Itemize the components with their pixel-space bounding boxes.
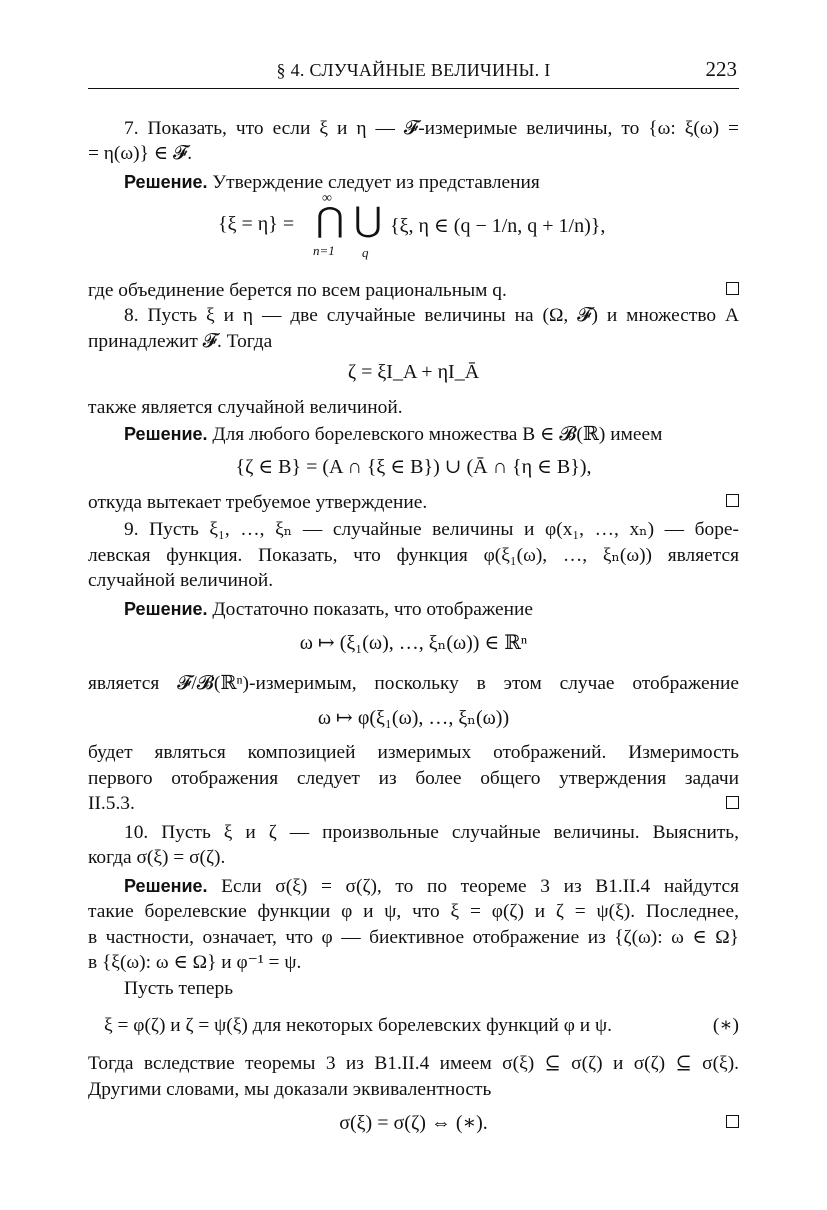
problem-9-line-2: левская функция. Показать, что функция φ(ξ₁(ω), …, ξₙ(ω)) является [88, 545, 739, 566]
solution-9-line-5: II.5.3. [88, 793, 135, 814]
qed-square-icon [726, 282, 739, 295]
qed-square-icon [726, 1115, 739, 1128]
eq-union-union: ⋃ [354, 202, 382, 239]
eq-union-q: q [362, 245, 369, 260]
solution-label: Решение. [124, 599, 208, 619]
solution-8-text: Для любого борелевского множества B ∈ 𝓑(ℝ) имеем [212, 424, 663, 445]
solution-10-line-7: Другими словами, мы доказали эквивалентность [88, 1079, 492, 1100]
eq-union-rhs: {ξ, η ∈ (q − 1/n, q + 1/n)}, [390, 215, 606, 237]
page-header [88, 57, 739, 89]
equation-map-phi: ω ↦ φ(ξ₁(ω), …, ξₙ(ω)) [317, 707, 510, 729]
solution-10-line-1 [124, 874, 739, 899]
solution-9-line-4: первого отображения следует из более общего утверждения задачи [88, 768, 739, 789]
problem-9-line-3: случайной величиной. [88, 570, 274, 591]
problem-10-line-2: когда σ(ξ) = σ(ζ). [88, 847, 226, 868]
equation-star: ξ = φ(ζ) и ζ = ψ(ξ) для некоторых борелевских функций φ и ψ. [104, 1015, 612, 1036]
problem-10-line-1: 10. Пусть ξ и ζ — произвольные случайные величины. Выяснить, [124, 822, 739, 843]
equation-map-rn: ω ↦ (ξ₁(ω), …, ξₙ(ω)) ∈ ℝⁿ [299, 632, 528, 654]
solution-8-line [124, 422, 739, 447]
equation-borel: {ζ ∈ B} = (A ∩ {ξ ∈ B}) ∪ (Ā ∩ {η ∈ B}), [235, 456, 592, 478]
solution-10-text: Если σ(ξ) = σ(ζ), то по теореме 3 из B1.II.4 найдутся [221, 876, 739, 897]
solution-9-line [124, 597, 739, 622]
problem-8-line-3: также является случайной величиной. [88, 397, 403, 418]
solution-10-line-5: Пусть теперь [124, 978, 234, 999]
eq-union-lhs: {ξ = η} = [218, 213, 295, 235]
eq-union-intersection: ⋂ [316, 202, 344, 239]
solution-label: Решение. [124, 876, 208, 896]
equation-star-tag: (∗) [712, 1015, 739, 1036]
equation-union [218, 191, 698, 265]
solution-10-line-3: в частности, означает, что φ — биективное отображение из {ζ(ω): ω ∈ Ω} [88, 927, 739, 948]
solution-7-text: Утверждение следует из представления [212, 172, 540, 193]
qed-square-icon [726, 796, 739, 809]
problem-9-line-1: 9. Пусть ξ₁, …, ξₙ — случайные величины и φ(x₁, …, xₙ) — боре- [124, 519, 739, 540]
solution-9-line-3: будет являться композицией измеримых отображений. Измеримость [88, 742, 739, 763]
solution-9-text: Достаточно показать, что отображение [212, 599, 534, 620]
solution-label: Решение. [124, 424, 208, 444]
page-number: 223 [705, 57, 737, 81]
eq-union-infinity: ∞ [322, 191, 332, 206]
solution-7-line [124, 170, 739, 195]
problem-7-line-1: 7. Показать, что если ξ и η — 𝓕-измеримые величины, то {ω: ξ(ω) = [124, 118, 739, 139]
solution-7-end: где объединение берется по всем рациональным q. [88, 280, 507, 301]
qed-square-icon [726, 494, 739, 507]
solution-10-line-6: Тогда вследствие теоремы 3 из B1.II.4 имеем σ(ξ) ⊆ σ(ζ) и σ(ζ) ⊆ σ(ξ). [88, 1053, 739, 1074]
equation-equivalence: σ(ξ) = σ(ζ) ⇔ (∗). [339, 1112, 488, 1134]
problem-8-line-1: 8. Пусть ξ и η — две случайные величины на (Ω, 𝓕) и множество A [124, 305, 739, 326]
solution-label: Решение. [124, 172, 208, 192]
problem-8-line-2: принадлежит 𝓕. Тогда [88, 331, 273, 352]
solution-10-line-4: в {ξ(ω): ω ∈ Ω} и φ⁻¹ = ψ. [88, 952, 302, 973]
running-head: § 4. СЛУЧАЙНЫЕ ВЕЛИЧИНЫ. I [276, 60, 551, 80]
solution-9-line-2: является 𝓕/𝓑(ℝⁿ)-измеримым, поскольку в этом случае отображение [88, 673, 739, 694]
eq-union-n-range: n=1 [313, 243, 335, 258]
equation-zeta: ζ = ξI_A + ηI_Ā [347, 361, 480, 383]
solution-10-line-2: такие борелевские функции φ и ψ, что ξ = φ(ζ) и ζ = ψ(ξ). Последнее, [88, 901, 739, 922]
problem-7-line-2: = η(ω)} ∈ 𝓕. [88, 143, 193, 164]
solution-8-end: откуда вытекает требуемое утверждение. [88, 492, 428, 513]
